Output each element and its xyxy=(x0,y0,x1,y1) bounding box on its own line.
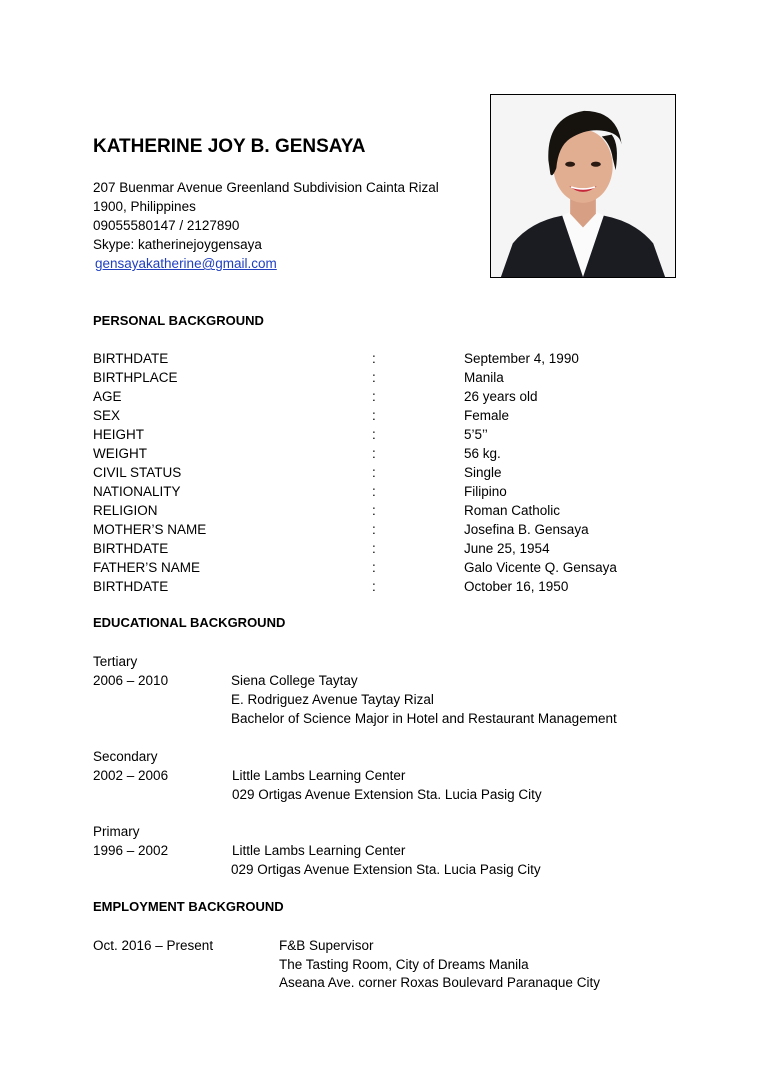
secondary-school: Little Lambs Learning Center xyxy=(232,768,406,783)
personal-row xyxy=(93,444,653,463)
field-value: Filipino xyxy=(464,484,507,499)
address-line-2: 1900, Philippines xyxy=(93,199,196,214)
field-label: BIRTHPLACE xyxy=(93,370,178,385)
field-label: AGE xyxy=(93,389,122,404)
personal-row xyxy=(93,463,653,482)
personal-row xyxy=(93,368,653,387)
profile-photo xyxy=(490,94,676,278)
tertiary-course: Bachelor of Science Major in Hotel and Restaurant Management xyxy=(231,711,617,726)
primary-school: Little Lambs Learning Center xyxy=(232,843,406,858)
field-value: Galo Vicente Q. Gensaya xyxy=(464,560,617,575)
field-separator: : xyxy=(372,351,376,366)
personal-row xyxy=(93,501,653,520)
primary-level: Primary xyxy=(93,824,140,839)
field-separator: : xyxy=(372,389,376,404)
phone-number: 09055580147 / 2127890 xyxy=(93,218,240,233)
field-value: October 16, 1950 xyxy=(464,579,569,594)
field-value: 5’5’’ xyxy=(464,427,488,442)
field-separator: : xyxy=(372,541,376,556)
field-label: BIRTHDATE xyxy=(93,541,169,556)
field-value: Female xyxy=(464,408,510,423)
field-label: SEX xyxy=(93,408,121,423)
field-label: CIVIL STATUS xyxy=(93,465,182,480)
tertiary-years: 2006 – 2010 xyxy=(93,673,169,688)
field-value: September 4, 1990 xyxy=(464,351,579,366)
personal-row xyxy=(93,558,653,577)
portrait-illustration xyxy=(491,95,675,277)
field-separator: : xyxy=(372,484,376,499)
field-separator: : xyxy=(372,560,376,575)
personal-row xyxy=(93,387,653,406)
field-value: Josefina B. Gensaya xyxy=(464,522,589,537)
tertiary-level: Tertiary xyxy=(93,654,138,669)
field-label: NATIONALITY xyxy=(93,484,181,499)
education-heading: EDUCATIONAL BACKGROUND xyxy=(93,615,286,630)
field-separator: : xyxy=(372,427,376,442)
skype-handle: Skype: katherinejoygensaya xyxy=(93,237,262,252)
personal-row xyxy=(93,349,653,368)
personal-row xyxy=(93,577,653,596)
field-label: FATHER’S NAME xyxy=(93,560,201,575)
field-label: BIRTHDATE xyxy=(93,579,169,594)
field-separator: : xyxy=(372,465,376,480)
field-value: Roman Catholic xyxy=(464,503,561,518)
field-label: HEIGHT xyxy=(93,427,145,442)
field-label: BIRTHDATE xyxy=(93,351,169,366)
field-separator: : xyxy=(372,579,376,594)
secondary-address: 029 Ortigas Avenue Extension Sta. Lucia Pasig City xyxy=(232,787,542,802)
personal-row xyxy=(93,482,653,501)
address-line-1: 207 Buenmar Avenue Greenland Subdivision Cainta Rizal xyxy=(93,180,439,195)
personal-row xyxy=(93,520,653,539)
employment-position: F&B Supervisor xyxy=(279,938,374,953)
field-separator: : xyxy=(372,446,376,461)
field-value: June 25, 1954 xyxy=(464,541,550,556)
field-separator: : xyxy=(372,522,376,537)
field-value: Single xyxy=(464,465,502,480)
email-link[interactable]: gensayakatherine@gmail.com xyxy=(95,256,277,271)
personal-row xyxy=(93,539,653,558)
field-separator: : xyxy=(372,370,376,385)
field-value: 56 kg. xyxy=(464,446,501,461)
primary-address: 029 Ortigas Avenue Extension Sta. Lucia Pasig City xyxy=(231,862,541,877)
field-label: WEIGHT xyxy=(93,446,147,461)
field-label: MOTHER’S NAME xyxy=(93,522,207,537)
personal-row xyxy=(93,425,653,444)
primary-years: 1996 – 2002 xyxy=(93,843,169,858)
employment-period: Oct. 2016 – Present xyxy=(93,938,214,953)
field-value: Manila xyxy=(464,370,504,385)
field-separator: : xyxy=(372,408,376,423)
applicant-name: KATHERINE JOY B. GENSAYA xyxy=(93,136,366,157)
tertiary-address: E. Rodriguez Avenue Taytay Rizal xyxy=(231,692,434,707)
secondary-level: Secondary xyxy=(93,749,158,764)
secondary-years: 2002 – 2006 xyxy=(93,768,169,783)
personal-background-heading: PERSONAL BACKGROUND xyxy=(93,313,264,328)
field-label: RELIGION xyxy=(93,503,158,518)
tertiary-school: Siena College Taytay xyxy=(231,673,358,688)
field-value: 26 years old xyxy=(464,389,538,404)
field-separator: : xyxy=(372,503,376,518)
employment-address: Aseana Ave. corner Roxas Boulevard Paranaque City xyxy=(279,975,600,990)
employment-company: The Tasting Room, City of Dreams Manila xyxy=(279,957,529,972)
employment-heading: EMPLOYMENT BACKGROUND xyxy=(93,899,284,914)
personal-row xyxy=(93,406,653,425)
